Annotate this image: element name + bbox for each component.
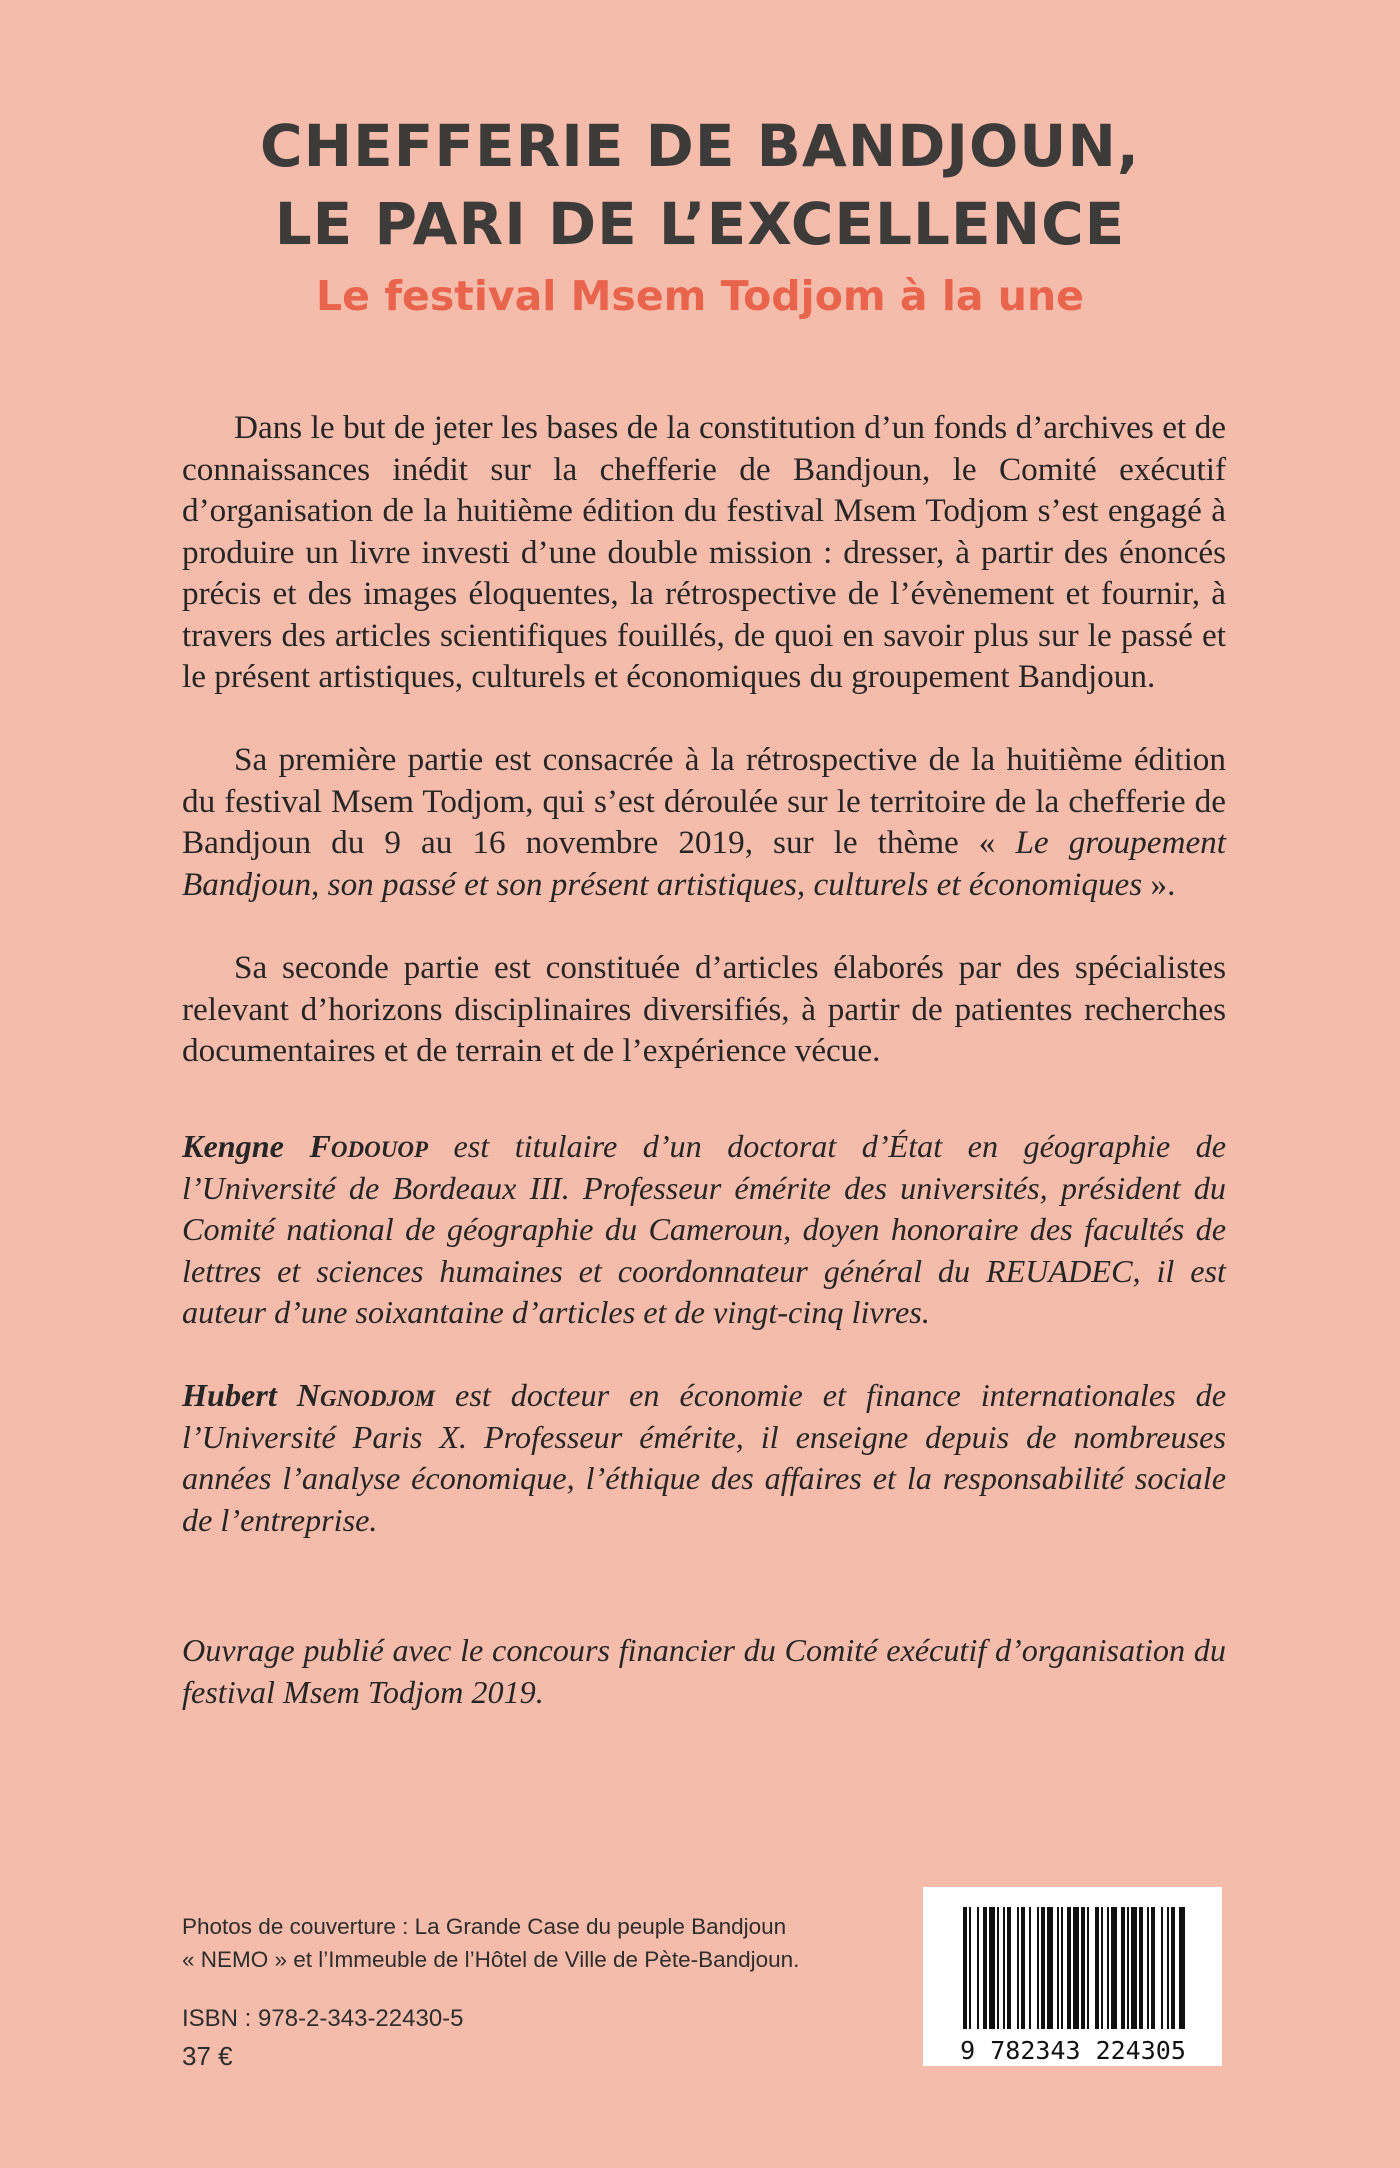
barcode-bar-19 xyxy=(1087,1907,1089,2029)
barcode-bar-28 xyxy=(1147,1907,1149,2029)
book-title-line1: CHEFFERIE DE BANDJOUN, xyxy=(260,112,1140,180)
barcode-bar-24 xyxy=(1121,1907,1125,2029)
barcode-bar-4 xyxy=(989,1907,995,2029)
barcode-bar-21 xyxy=(1101,1907,1103,2029)
barcode-bar-15 xyxy=(1061,1907,1063,2029)
author-bio-1 xyxy=(182,1126,1226,1334)
price: 37 € xyxy=(182,2041,233,2071)
barcode-bar-1 xyxy=(969,1907,971,2029)
financial-support-note: Ouvrage publié avec le concours financier du Comité exécutif d’organisation du festival Msem Todjom 2019. xyxy=(182,1632,1226,1710)
summary-paragraph-2-start: Sa première partie est consacrée à la rétrospective de la huitième édition du festival Msem Todjom, qui s’est déroulée sur le territoire de la chefferie de Bandjoun du 9 au 16 novembre 2019, sur le thème « xyxy=(182,741,1226,861)
barcode-bar-14 xyxy=(1057,1907,1059,2029)
barcode-bar-27 xyxy=(1139,1907,1143,2029)
barcode-bar-9 xyxy=(1021,1907,1025,2029)
barcode-bar-2 xyxy=(977,1907,979,2029)
barcode-bar-33 xyxy=(1179,1907,1185,2029)
barcode-bar-11 xyxy=(1037,1907,1039,2029)
book-title-line2: LE PARI DE L’EXCELLENCE xyxy=(274,190,1126,258)
barcode-bar-25 xyxy=(1127,1907,1129,2029)
barcode-bar-5 xyxy=(997,1907,999,2029)
barcode-bars xyxy=(963,1907,1185,2029)
barcode-bar-7 xyxy=(1007,1907,1011,2029)
author-2-first-name: Hubert xyxy=(182,1377,277,1413)
barcode-digits: 9 782343 224305 xyxy=(960,2036,1186,2065)
festival-theme: Le groupement Bandjoun, son passé et son présent artistiques, culturels et économiques xyxy=(182,824,1226,903)
author-2-last-name: Ngnodjom xyxy=(296,1377,436,1413)
barcode-bar-29 xyxy=(1151,1907,1155,2029)
barcode-graphic xyxy=(923,1887,1222,2066)
barcode-bar-18 xyxy=(1081,1907,1085,2029)
barcode-bar-26 xyxy=(1131,1907,1137,2029)
author-1-last-name: Fodouop xyxy=(309,1128,429,1164)
summary-paragraph-1: Dans le but de jeter les bases de la constitution d’un fonds d’archives et de connaissances inédit sur la chefferie de Bandjoun, le Comité exécutif d’organisation de la huitième édition du festival Msem Todjom s’est engagé à produire un livre investi d’une double mission : dresser, à partir des énoncés précis et des images éloquentes, la rétrospective de l’évènement et fournir, à travers des articles scientifiques fouillés, de quoi en savoir plus sur le passé et le présent artistiques, culturels et économiques du groupement Bandjoun. xyxy=(182,409,1226,695)
barcode-bar-17 xyxy=(1073,1907,1079,2029)
barcode-bar-10 xyxy=(1029,1907,1031,2029)
isbn: ISBN : 978-2-343-22430-5 xyxy=(182,2005,464,2032)
author-2-bio-text: est docteur en économie et finance internationales de l’Université Paris X. Professeur émérite, il enseigne depuis de nombreuses années l’analyse économique, l’éthique des affaires et la responsabilité sociale de l’entreprise. xyxy=(182,1377,1226,1538)
barcode-bar-30 xyxy=(1161,1907,1163,2029)
barcode-bar-31 xyxy=(1167,1907,1169,2029)
author-1-bio-text: est titulaire d’un doctorat d’État en géographie de l’Université de Bordeaux III. Professeur émérite des universités, président du Comité national de géographie du Cameroun, doyen honoraire des facultés de lettres et sciences humaines et coordonnateur général du REUADEC, il est auteur d’une soixantaine d’articles et de vingt-cinq livres. xyxy=(182,1128,1226,1330)
author-bio-2 xyxy=(182,1375,1226,1541)
summary-paragraph-2 xyxy=(182,739,1226,905)
barcode-bar-0 xyxy=(963,1907,967,2029)
barcode-bar-13 xyxy=(1047,1907,1053,2029)
cover-photo-credits xyxy=(182,1910,882,1976)
barcode-bar-6 xyxy=(1003,1907,1005,2029)
barcode-bar-22 xyxy=(1107,1907,1109,2029)
photo-credits-line2: « NEMO » et l’Immeuble de l’Hôtel de Ville de Pète-Bandjoun. xyxy=(182,1947,800,1972)
summary-paragraph-2-end: ». xyxy=(1142,865,1176,903)
barcode-bar-3 xyxy=(983,1907,987,2029)
barcode-bar-12 xyxy=(1041,1907,1045,2029)
barcode-bar-32 xyxy=(1171,1907,1175,2029)
barcode-bar-8 xyxy=(1017,1907,1019,2029)
photo-credits-line1: Photos de couverture : La Grande Case du peuple Bandjoun xyxy=(182,1914,787,1939)
summary-paragraph-3: Sa seconde partie est constituée d’articles élaborés par des spécialistes relevant d’horizons disciplinaires diversifiés, à partir de patientes recherches documentaires et de terrain et de l’expérience vécue. xyxy=(182,949,1226,1069)
barcode xyxy=(923,1887,1222,2066)
barcode-bar-23 xyxy=(1111,1907,1117,2029)
barcode-bar-20 xyxy=(1095,1907,1099,2029)
author-1-first-name: Kengne xyxy=(182,1128,284,1164)
barcode-bar-16 xyxy=(1067,1907,1071,2029)
book-subtitle: Le festival Msem Todjom à la une xyxy=(315,272,1084,320)
